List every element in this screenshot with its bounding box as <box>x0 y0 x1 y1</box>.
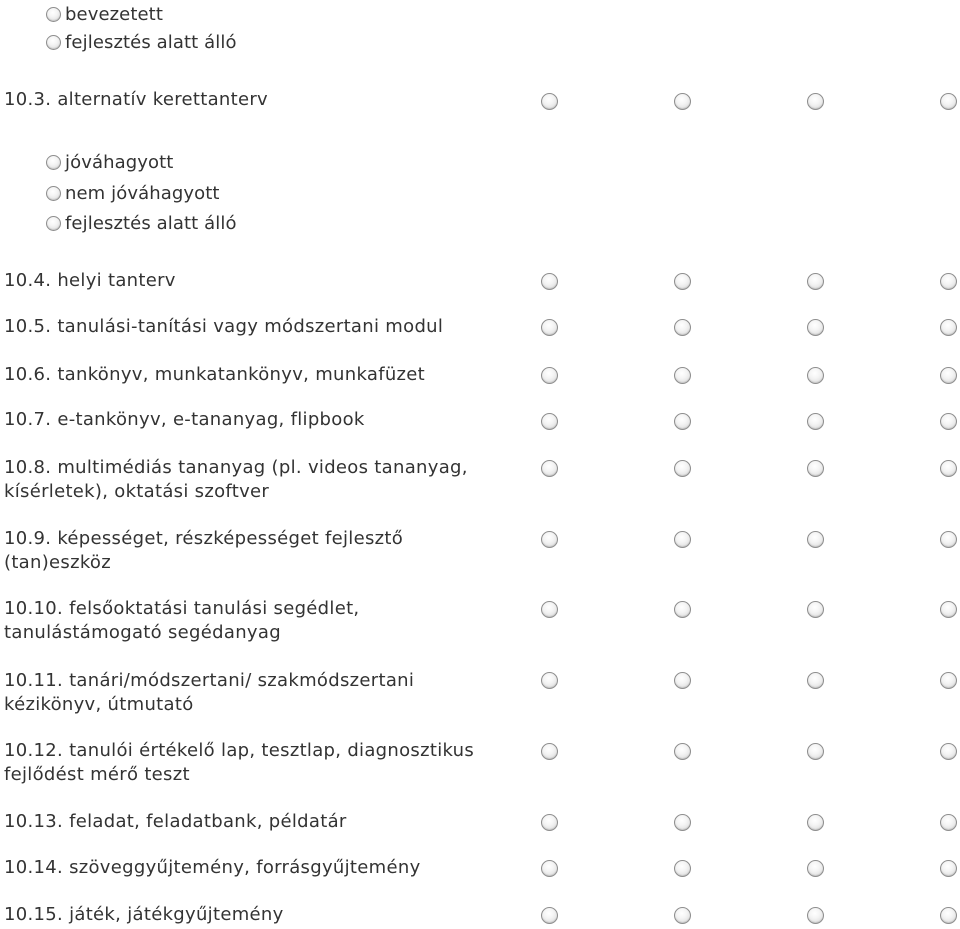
radio-button[interactable] <box>674 93 691 110</box>
option-label: fejlesztés alatt álló <box>65 31 237 53</box>
option-label: jóváhagyott <box>65 151 174 173</box>
radio-button[interactable] <box>807 273 824 290</box>
radio-button[interactable] <box>541 860 558 877</box>
radio-button[interactable] <box>940 907 957 924</box>
radio-button[interactable] <box>940 743 957 760</box>
question-label: 10.6. tankönyv, munkatankönyv, munkafüzet <box>4 364 426 385</box>
radio-button[interactable] <box>807 413 824 430</box>
question-label: 10.12. tanulói értékelő lap, tesztlap, diagnosztikus fejlődést mérő teszt <box>4 740 475 785</box>
radio-button[interactable] <box>807 601 824 618</box>
radio-button[interactable] <box>807 672 824 689</box>
question-label: 10.8. multimédiás tananyag (pl. videos tananyag, kísérletek), oktatási szoftver <box>4 457 468 502</box>
question-label: 10.9. képességet, részképességet fejlesztő (tan)eszköz <box>4 528 404 573</box>
radio-button[interactable] <box>807 743 824 760</box>
radio-button[interactable] <box>541 413 558 430</box>
radio-button[interactable] <box>46 216 61 231</box>
radio-button[interactable] <box>541 601 558 618</box>
question-label: 10.13. feladat, feladatbank, példatár <box>4 811 347 832</box>
radio-button[interactable] <box>807 367 824 384</box>
question-label: 10.3. alternatív kerettanterv <box>4 89 269 110</box>
radio-button[interactable] <box>674 273 691 290</box>
option-label: nem jóváhagyott <box>65 182 220 204</box>
radio-button[interactable] <box>541 93 558 110</box>
radio-button[interactable] <box>807 531 824 548</box>
radio-button[interactable] <box>541 273 558 290</box>
radio-button[interactable] <box>46 7 61 22</box>
radio-button[interactable] <box>46 186 61 201</box>
question-label: 10.11. tanári/módszertani/ szakmódszertani kézikönyv, útmutató <box>4 670 415 715</box>
radio-button[interactable] <box>541 907 558 924</box>
radio-button[interactable] <box>940 460 957 477</box>
option-row[interactable] <box>46 148 173 176</box>
question-label: 10.15. játék, játékgyűjtemény <box>4 904 284 925</box>
radio-button[interactable] <box>674 601 691 618</box>
option-row[interactable] <box>46 28 237 56</box>
radio-button[interactable] <box>674 814 691 831</box>
radio-button[interactable] <box>541 672 558 689</box>
radio-button[interactable] <box>807 460 824 477</box>
question-label: 10.4. helyi tanterv <box>4 270 176 291</box>
radio-button[interactable] <box>541 460 558 477</box>
radio-button[interactable] <box>541 743 558 760</box>
radio-button[interactable] <box>940 319 957 336</box>
radio-button[interactable] <box>940 601 957 618</box>
radio-button[interactable] <box>674 743 691 760</box>
radio-button[interactable] <box>541 319 558 336</box>
radio-button[interactable] <box>807 319 824 336</box>
radio-button[interactable] <box>674 319 691 336</box>
radio-button[interactable] <box>940 367 957 384</box>
option-row[interactable] <box>46 179 220 207</box>
question-label: 10.10. felsőoktatási tanulási segédlet, tanulástámogató segédanyag <box>4 598 360 643</box>
question-label: 10.7. e-tankönyv, e-tananyag, flipbook <box>4 409 365 430</box>
radio-button[interactable] <box>940 531 957 548</box>
radio-button[interactable] <box>807 860 824 877</box>
radio-button[interactable] <box>674 531 691 548</box>
question-label: 10.5. tanulási-tanítási vagy módszertani modul <box>4 316 444 337</box>
radio-button[interactable] <box>674 672 691 689</box>
radio-button[interactable] <box>46 155 61 170</box>
radio-button[interactable] <box>940 672 957 689</box>
radio-button[interactable] <box>674 460 691 477</box>
radio-button[interactable] <box>674 860 691 877</box>
radio-button[interactable] <box>940 93 957 110</box>
option-row[interactable] <box>46 209 237 237</box>
radio-button[interactable] <box>541 531 558 548</box>
radio-button[interactable] <box>807 907 824 924</box>
radio-button[interactable] <box>807 814 824 831</box>
radio-button[interactable] <box>541 367 558 384</box>
radio-button[interactable] <box>940 860 957 877</box>
radio-button[interactable] <box>940 413 957 430</box>
radio-button[interactable] <box>674 367 691 384</box>
radio-button[interactable] <box>541 814 558 831</box>
radio-button[interactable] <box>674 907 691 924</box>
radio-button[interactable] <box>674 413 691 430</box>
option-label: bevezetett <box>65 3 163 25</box>
question-label: 10.14. szöveggyűjtemény, forrásgyűjtemény <box>4 857 421 878</box>
option-row[interactable] <box>46 0 163 28</box>
radio-button[interactable] <box>46 35 61 50</box>
radio-button[interactable] <box>940 273 957 290</box>
option-label: fejlesztés alatt álló <box>65 212 237 234</box>
radio-button[interactable] <box>940 814 957 831</box>
radio-button[interactable] <box>807 93 824 110</box>
